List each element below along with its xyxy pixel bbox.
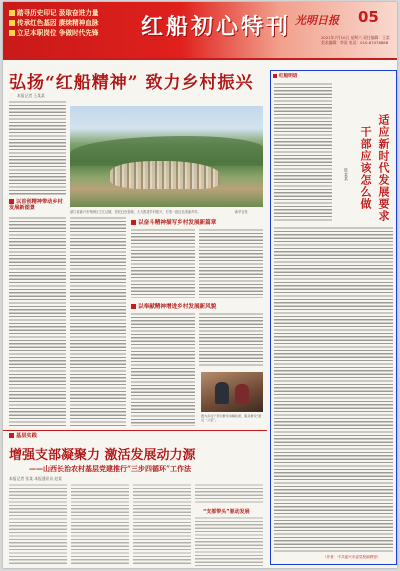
edition-meta: 2021年7月10日 星期六 责任编辑：王某 美术编辑：李某 电话：010-67078888	[321, 35, 390, 45]
text-column	[195, 483, 263, 505]
newspaper-page	[3, 2, 397, 568]
photo-caption: 浙江省嘉兴市秀洲区王江泾镇，依托红色资源，大力推进乡村振兴，打造一批红色美丽乡村。	[70, 210, 201, 214]
text-column	[9, 483, 67, 566]
sidebar-tag: 红船明语	[273, 73, 297, 79]
sidebar-author: 陈某某	[344, 168, 349, 181]
main-headline: 弘扬“红船精神” 致力乡村振兴	[9, 73, 254, 93]
section-divider	[3, 430, 267, 431]
text-column	[133, 483, 191, 566]
bottom-byline: 本报记者 张某 本报通讯员 赵某	[9, 476, 62, 481]
section-heading-2: 以奋斗精神描写乡村发展新篇章	[131, 218, 216, 226]
text-column	[199, 228, 263, 298]
text-column	[131, 312, 195, 426]
special-issue-title: 红船初心特刊	[141, 14, 292, 40]
text-column	[274, 82, 332, 222]
village-landscape-photo	[70, 106, 263, 207]
text-column	[131, 228, 195, 298]
masthead-slogan: 踏寻历史印记 汲取奋进力量	[9, 8, 129, 18]
masthead-slogan: 传承红色基因 赓续精神血脉	[9, 18, 129, 28]
page-number: 05	[358, 8, 379, 26]
bottom-headline: 增强支部凝聚力 激活发展动力源	[9, 448, 196, 463]
main-byline: 本报记者 王某某	[17, 93, 45, 98]
text-column	[70, 216, 126, 426]
masthead-slogans	[9, 8, 129, 38]
text-column	[71, 483, 129, 566]
text-column	[195, 516, 263, 566]
section-heading-3: 以奉献精神增进乡村发展新风貌	[131, 302, 216, 310]
masthead-banner	[3, 2, 397, 58]
masthead-rule	[3, 58, 397, 60]
sidebar-title-line-2: 干部应该怎么做	[359, 126, 372, 210]
newspaper-brand: 光明日报	[295, 14, 339, 27]
section-heading-left: 以首创精神带动乡村发展新图景	[9, 199, 63, 211]
bottom-mid-heading: “支部带头”驱动发展	[203, 509, 250, 515]
text-column	[199, 312, 263, 368]
bottom-subheadline: ——山西长治农村基层党建推行“三步四循环”工作法	[29, 464, 192, 473]
small-photo-caption: 图为乡村干部为群众讲解政策，服务群众“最后一公里”。	[201, 414, 262, 422]
masthead-slogan: 立足本职岗位 争做时代先锋	[9, 28, 129, 38]
text-column	[274, 226, 393, 552]
text-column	[9, 100, 66, 195]
sidebar-title-line-1: 适应新时代发展要求	[377, 114, 390, 222]
sidebar-footnote: （作者：中共嘉兴市委党校副教授）	[323, 555, 381, 559]
officials-photo	[201, 372, 263, 412]
text-column	[9, 216, 66, 426]
section-label-bottom: 基层实践	[9, 433, 37, 439]
photo-credit: 新华社发	[235, 210, 248, 214]
